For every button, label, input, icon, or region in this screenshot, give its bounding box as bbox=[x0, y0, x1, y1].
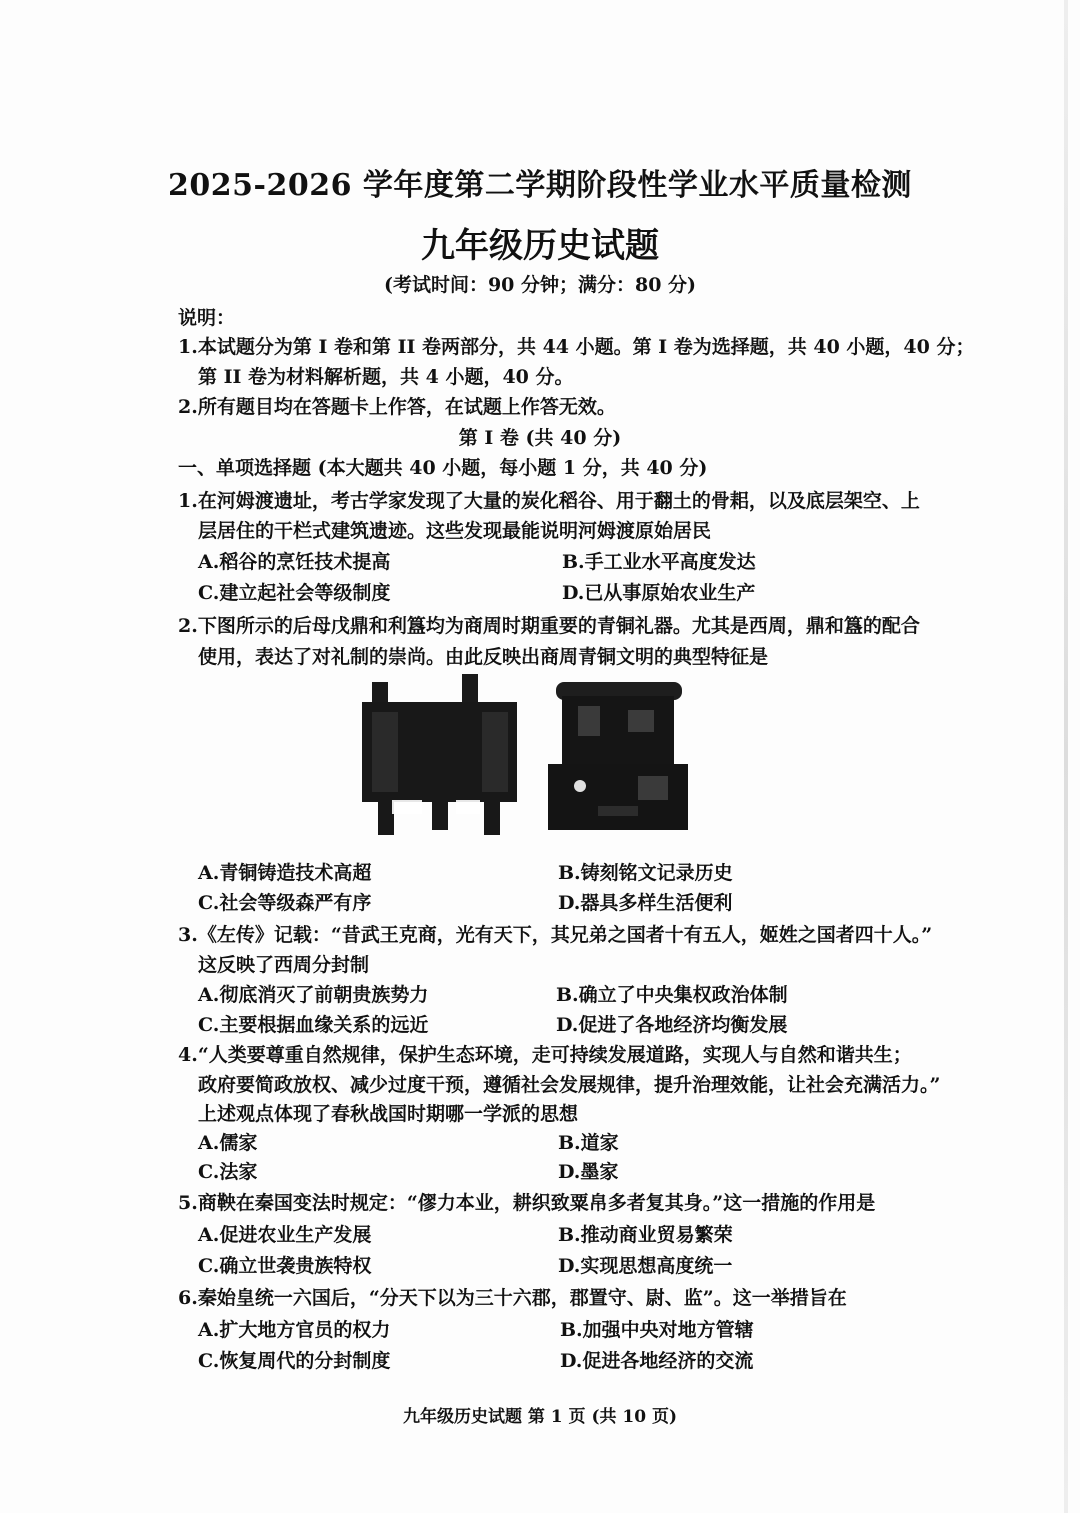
question-3-option-d[interactable]: D.促进了各地经济均衡发展 bbox=[556, 1014, 788, 1036]
instructions-label: 说明： bbox=[178, 307, 236, 329]
question-5-option-d[interactable]: D.实现思想高度统一 bbox=[558, 1255, 733, 1277]
question-2-stem-line-1: 2.下图所示的后母戊鼎和利簋均为商周时期重要的青铜礼器。尤其是西周，鼎和簋的配合 bbox=[178, 615, 920, 637]
instruction-1-line-2: 第 II 卷为材料解析题，共 4 小题，40 分。 bbox=[198, 366, 574, 388]
question-4-option-a[interactable]: A.儒家 bbox=[198, 1132, 258, 1154]
question-5-option-b[interactable]: B.推动商业贸易繁荣 bbox=[558, 1224, 733, 1246]
question-6-option-b[interactable]: B.加强中央对地方管辖 bbox=[560, 1319, 754, 1341]
question-1-stem-line-2: 层居住的干栏式建筑遗迹。这些发现最能说明河姆渡原始居民 bbox=[198, 520, 712, 542]
question-3-stem-line-2: 这反映了西周分封制 bbox=[198, 954, 370, 976]
question-6-stem: 6.秦始皇统一六国后，“分天下以为三十六郡，郡置守、尉、监”。这一举措旨在 bbox=[178, 1287, 847, 1309]
question-2-option-d[interactable]: D.器具多样生活便利 bbox=[558, 892, 733, 914]
question-4-option-c[interactable]: C.法家 bbox=[198, 1161, 258, 1183]
section-title: 第 I 卷 (共 40 分) bbox=[458, 427, 622, 449]
page-footer: 九年级历史试题 第 1 页 (共 10 页) bbox=[402, 1407, 678, 1427]
question-3-option-c[interactable]: C.主要根据血缘关系的远近 bbox=[198, 1014, 429, 1036]
question-5-option-a[interactable]: A.促进农业生产发展 bbox=[198, 1224, 372, 1246]
question-4-stem-line-3: 上述观点体现了春秋战国时期哪一学派的思想 bbox=[198, 1103, 579, 1125]
question-2-option-c[interactable]: C.社会等级森严有序 bbox=[198, 892, 372, 914]
subject-title: 九年级历史试题 bbox=[421, 226, 659, 266]
question-1-option-d[interactable]: D.已从事原始农业生产 bbox=[562, 582, 756, 604]
question-2-stem-line-2: 使用，表达了对礼制的崇尚。由此反映出商周青铜文明的典型特征是 bbox=[198, 646, 769, 668]
question-4-stem-line-2: 政府要简政放权、减少过度干预，遵循社会发展规律，提升治理效能，让社会充满活力。” bbox=[198, 1074, 941, 1096]
question-1-stem-line-1: 1.在河姆渡遗址，考古学家发现了大量的炭化稻谷、用于翻土的骨耜，以及底层架空、上 bbox=[178, 490, 920, 512]
question-4-option-d[interactable]: D.墨家 bbox=[558, 1161, 619, 1183]
part-title: 一、单项选择题 (本大题共 40 小题，每小题 1 分，共 40 分) bbox=[178, 457, 708, 479]
instruction-2: 2.所有题目均在答题卡上作答，在试题上作答无效。 bbox=[178, 396, 616, 418]
question-3-option-b[interactable]: B.确立了中央集权政治体制 bbox=[556, 984, 788, 1006]
question-3-stem-line-1: 3.《左传》记载：“昔武王克商，光有天下，其兄弟之国者十有五人，姬姓之国者四十人。” bbox=[178, 924, 933, 946]
bronze-ding-icon bbox=[362, 672, 522, 838]
question-2-option-b[interactable]: B.铸刻铭文记录历史 bbox=[558, 862, 733, 884]
question-1-option-a[interactable]: A.稻谷的烹饪技术提高 bbox=[198, 551, 391, 573]
question-5-option-c[interactable]: C.确立世袭贵族特权 bbox=[198, 1255, 372, 1277]
question-4-option-b[interactable]: B.道家 bbox=[558, 1132, 619, 1154]
question-6-option-c[interactable]: C.恢复周代的分封制度 bbox=[198, 1350, 391, 1372]
question-3-option-a[interactable]: A.彻底消灭了前朝贵族势力 bbox=[198, 984, 429, 1006]
instruction-1-line-1: 1.本试题分为第 I 卷和第 II 卷两部分，共 44 小题。第 I 卷为选择题，共 40 小题，40 分； bbox=[178, 336, 975, 358]
question-1-option-c[interactable]: C.建立起社会等级制度 bbox=[198, 582, 391, 604]
bronze-gui-icon bbox=[548, 676, 688, 834]
question-5-stem: 5.商鞅在秦国变法时规定：“僇力本业，耕织致粟帛多者复其身。”这一措施的作用是 bbox=[178, 1192, 876, 1214]
exam-title: 2025-2026 学年度第二学期阶段性学业水平质量检测 bbox=[168, 168, 912, 203]
question-6-option-a[interactable]: A.扩大地方官员的权力 bbox=[198, 1319, 391, 1341]
question-4-stem-line-1: 4.“人类要尊重自然规律，保护生态环境，走可持续发展道路，实现人与自然和谐共生； bbox=[178, 1044, 912, 1066]
question-6-option-d[interactable]: D.促进各地经济的交流 bbox=[560, 1350, 754, 1372]
question-1-option-b[interactable]: B.手工业水平高度发达 bbox=[562, 551, 756, 573]
question-2-option-a[interactable]: A.青铜铸造技术高超 bbox=[198, 862, 372, 884]
exam-info: (考试时间：90 分钟；满分：80 分) bbox=[383, 274, 697, 296]
